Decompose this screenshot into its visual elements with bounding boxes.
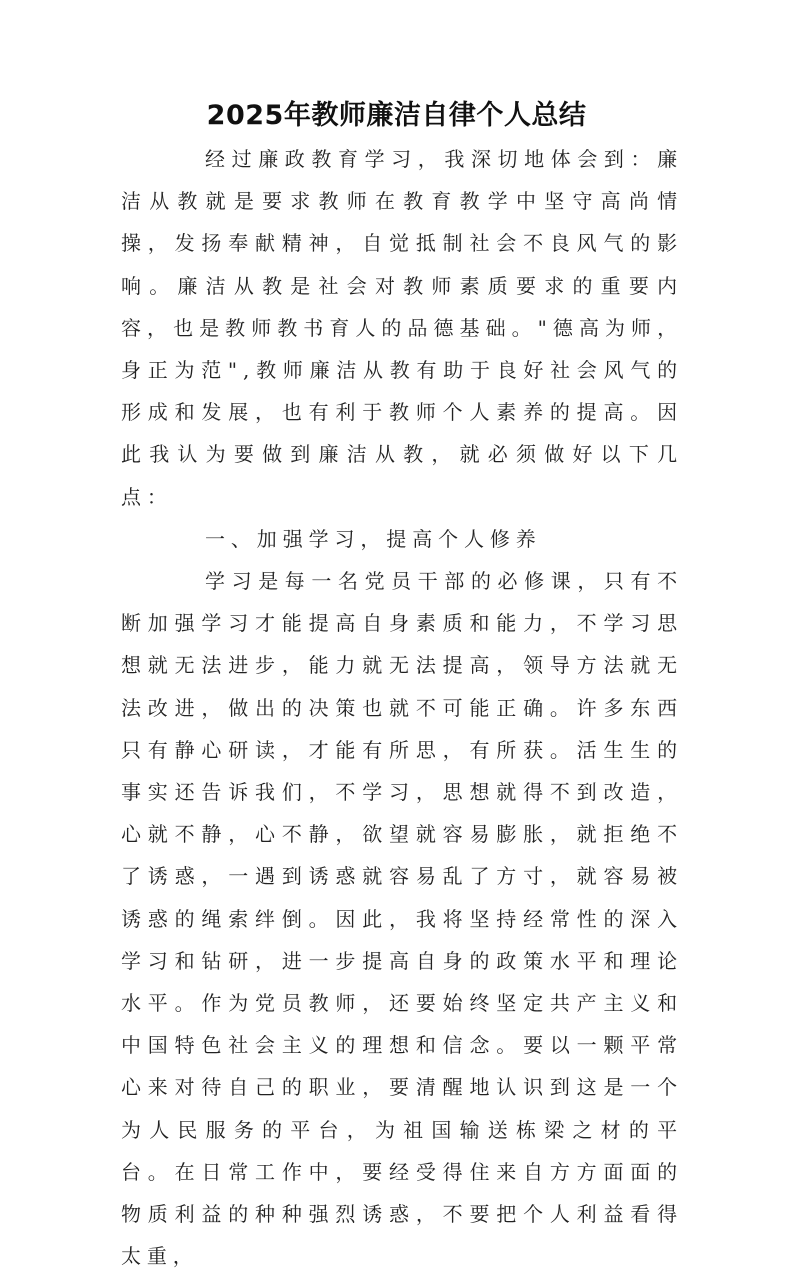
document-title: 2025年教师廉洁自律个人总结: [206, 100, 587, 131]
section-heading-1: 一、加强学习，提高个人修养: [205, 526, 542, 551]
document-body: [121, 138, 683, 1277]
paragraph-section-1: 学习是每一名党员干部的必修课，只有不断加强学习才能提高自身素质和能力，不学习思想就无法进步，能力就无法提高，领导方法就无法改进，做出的决策也就不可能正确。许多东西只有静心研读，才能有所思，有所获。活生生的事实还告诉我们，不学习，思想就得不到改造，心就不静，心不静，欲望就容易膨胀，就拒绝不了诱惑，一遇到诱惑就容易乱了方寸，就容易被诱惑的绳索绊倒。因此，我将坚持经常性的深入学习和钻研，进一步提高自身的政策水平和理论水平。作为党员教师，还要始终坚定共产主义和中国特色社会主义的理想和信念。要以一颗平常心来对待自己的职业，要清醒地认识到这是一个为人民服务的平台，为祖国输送栋梁之材的平台。在日常工作中，要经受得住来自方方面面的物质利益的种种强烈诱惑，不要把个人利益看得太重，: [121, 569, 683, 1269]
paragraph-intro: 经过廉政教育学习，我深切地体会到：廉洁从教就是要求教师在教育教学中坚守高尚情操，发扬奉献精神，自觉抵制社会不良风气的影响。廉洁从教是社会对教师素质要求的重要内容，也是教师教书育人的品德基础。"德高为师，身正为范",教师廉洁从教有助于良好社会风气的形成和发展，也有利于教师个人素养的提高。因此我认为要做到廉洁从教，就必须做好以下几点：: [121, 147, 683, 509]
